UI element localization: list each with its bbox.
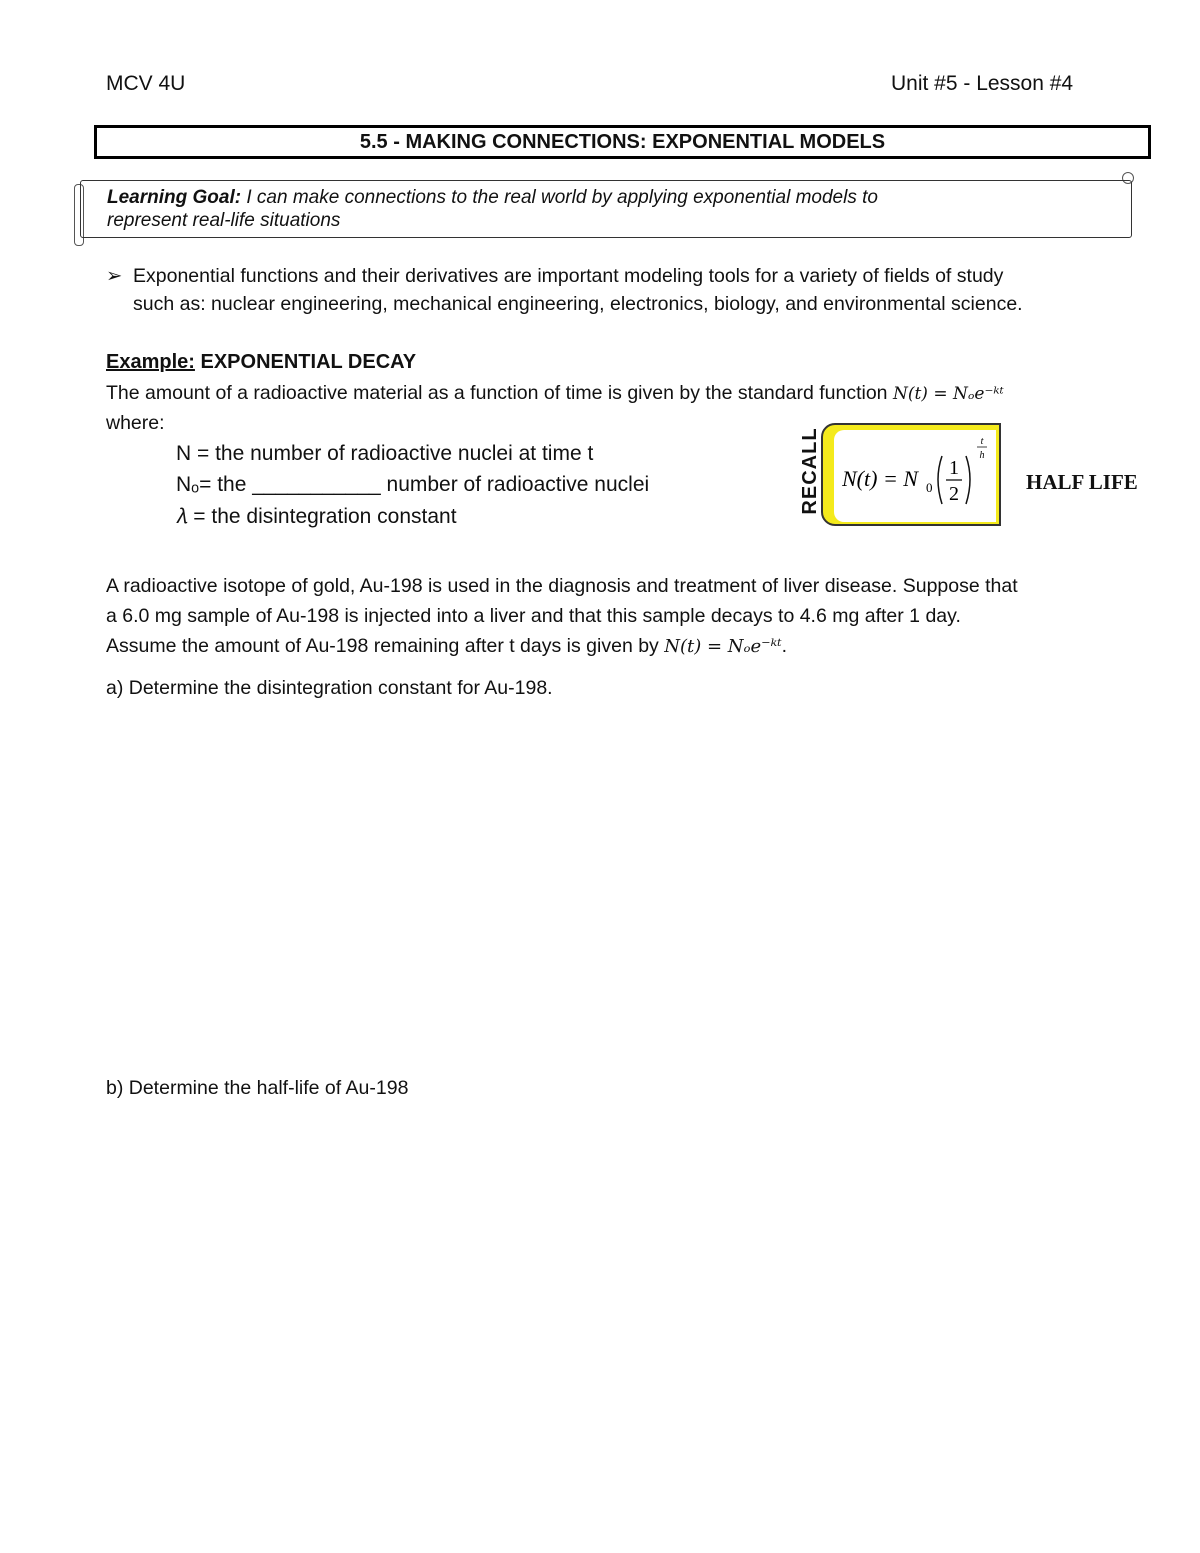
problem-formula: N(t) = Nₒe⁻ᵏᵗ bbox=[664, 636, 782, 657]
arrow-bullet-icon: ➢ bbox=[106, 265, 123, 287]
learning-goal-text-1: I can make connections to the real world by applying exponential models to bbox=[241, 187, 878, 208]
learning-goal-box bbox=[80, 180, 1132, 238]
definition-n0: Nₒ= the ___________ number of radioactive nuclei bbox=[176, 473, 650, 496]
fraction-denominator: 2 bbox=[949, 483, 959, 505]
formula-lhs: N(t) = N bbox=[842, 466, 918, 491]
example-intro bbox=[106, 382, 1004, 405]
exponent-denominator: h bbox=[979, 450, 985, 461]
problem-paragraph bbox=[106, 571, 1156, 662]
definition-n: N = the number of radioactive nuclei at time t bbox=[176, 442, 594, 465]
half-life-label: HALF LIFE bbox=[1026, 470, 1138, 494]
example-label: Example: bbox=[106, 351, 195, 373]
example-title: EXPONENTIAL DECAY bbox=[194, 351, 417, 373]
course-code: MCV 4U bbox=[106, 72, 186, 95]
example-heading bbox=[106, 351, 416, 374]
decay-formula: N(t) = Nₒe⁻ᵏᵗ bbox=[892, 384, 1004, 404]
problem-line-3-end: . bbox=[781, 635, 788, 657]
example-intro-text: The amount of a radioactive material as a function of time is given by the standard function bbox=[106, 382, 888, 404]
problem-line-3-text: Assume the amount of Au-198 remaining after t days is given by bbox=[106, 635, 659, 657]
where-label: where: bbox=[106, 412, 165, 434]
learning-goal-label: Learning Goal: bbox=[107, 187, 242, 208]
bullet-point bbox=[106, 262, 1166, 318]
exponent-numerator: t bbox=[980, 436, 984, 447]
recall-label: RECALL bbox=[799, 427, 821, 515]
problem-line-2: a 6.0 mg sample of Au-198 is injected into a liver and that this sample decays to 4.6 mg after 1 day. bbox=[106, 605, 961, 627]
question-b: b) Determine the half-life of Au-198 bbox=[106, 1077, 409, 1099]
problem-line-3 bbox=[106, 631, 1156, 662]
right-paren bbox=[966, 456, 970, 504]
question-a: a) Determine the disintegration constant for Au-198. bbox=[106, 677, 553, 699]
learning-goal-text-2: represent real-life situations bbox=[107, 210, 341, 231]
problem-line-1: A radioactive isotope of gold, Au-198 is used in the diagnosis and treatment of liver disease. Suppose that bbox=[106, 575, 1018, 597]
bullet-line-1: Exponential functions and their derivatives are important modeling tools for a variety of fields of study bbox=[133, 265, 1004, 287]
page-title: 5.5 - MAKING CONNECTIONS: EXPONENTIAL MODELS bbox=[94, 125, 1151, 159]
left-paren bbox=[938, 456, 942, 504]
unit-lesson: Unit #5 - Lesson #4 bbox=[891, 72, 1074, 95]
formula-sub: 0 bbox=[926, 480, 933, 495]
definition-lambda: 𝜆 = the disintegration constant bbox=[176, 505, 457, 528]
half-life-formula bbox=[842, 434, 992, 518]
bullet-line-2: such as: nuclear engineering, mechanical engineering, electronics, biology, and environmental science. bbox=[133, 293, 1023, 315]
fraction-numerator: 1 bbox=[949, 457, 959, 479]
